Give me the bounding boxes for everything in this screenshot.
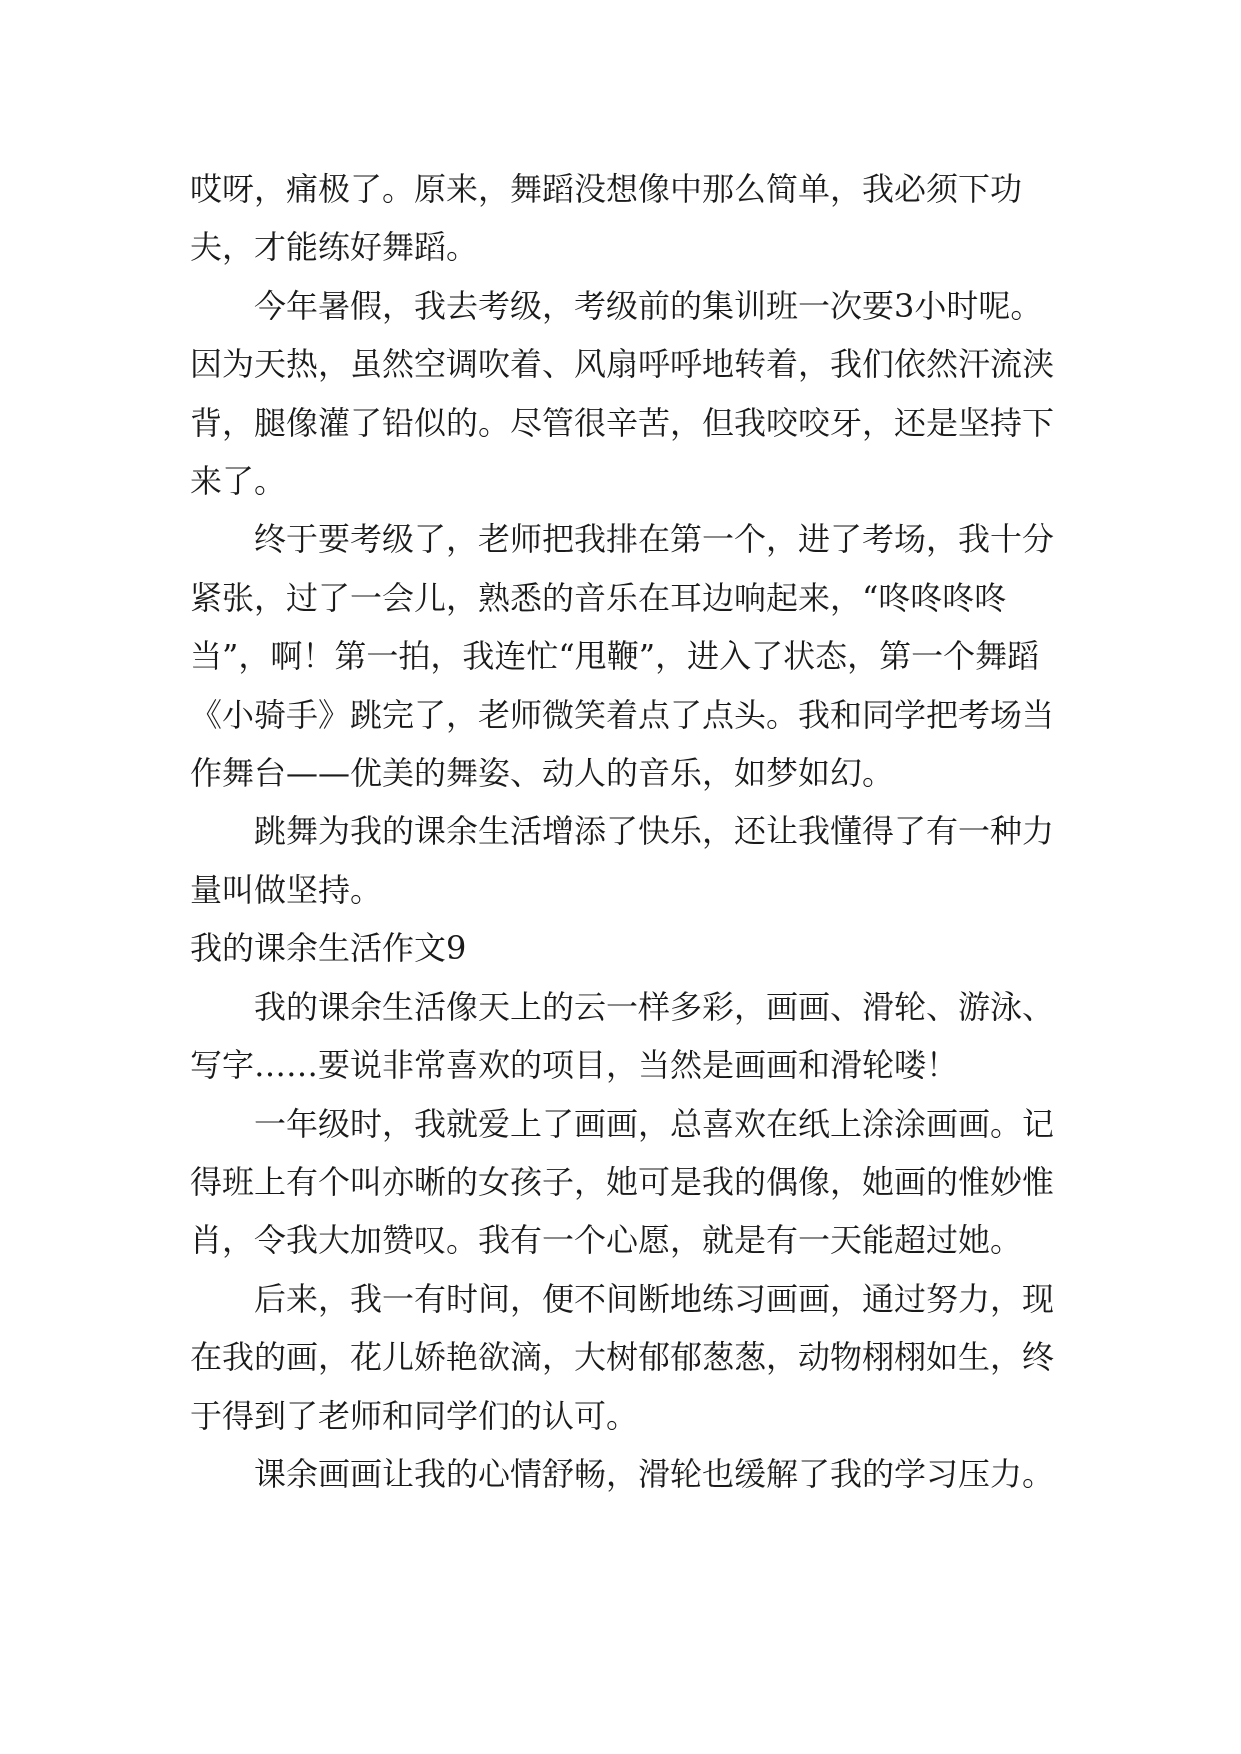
paragraph: 今年暑假，我去考级，考级前的集训班一次要3小时呢。因为天热，虽然空调吹着、风扇呼呼地转着，我们依然汗流浃背，腿像灌了铅似的。尽管很辛苦，但我咬咬牙，还是坚持下来了。 (190, 286, 1055, 501)
essay-body (190, 160, 1070, 1503)
paragraph: 一年级时，我就爱上了画画，总喜欢在纸上涂涂画画。记得班上有个叫亦晰的女孩子，她可是我的偶像，她画的惟妙惟肖，令我大加赞叹。我有一个心愿，就是有一天能超过她。 (190, 1104, 1055, 1260)
paragraph: 跳舞为我的课余生活增添了快乐，还让我懂得了有一种力量叫做坚持。 (190, 812, 1055, 909)
paragraph: 我的课余生活像天上的云一样多彩，画画、滑轮、游泳、写字……要说非常喜欢的项目，当然是画画和滑轮喽！ (190, 987, 1055, 1085)
paragraph: 哎呀，痛极了。原来，舞蹈没想像中那么简单，我必须下功夫，才能练好舞蹈。 (190, 170, 1023, 267)
paragraph: 后来，我一有时间，便不间断地练习画画，通过努力，现在我的画，花儿娇艳欲滴，大树郁郁葱葱，动物栩栩如生，终于得到了老师和同学们的认可。 (190, 1279, 1055, 1435)
paragraph: 课余画画让我的心情舒畅，滑轮也缓解了我的学习压力。 (254, 1454, 1055, 1493)
paragraph: 终于要考级了，老师把我排在第一个，进了考场，我十分紧张，过了一会儿，熟悉的音乐在耳边响起来，“咚咚咚咚当”，啊！第一拍，我连忙“甩鞭”，进入了状态，第一个舞蹈《小骑手》跳完了，老师微笑着点了点头。我和同学把考场当作舞台——优美的舞姿、动人的音乐，如梦如幻。 (190, 520, 1055, 793)
essay-title: 我的课余生活作文9 (190, 929, 467, 968)
